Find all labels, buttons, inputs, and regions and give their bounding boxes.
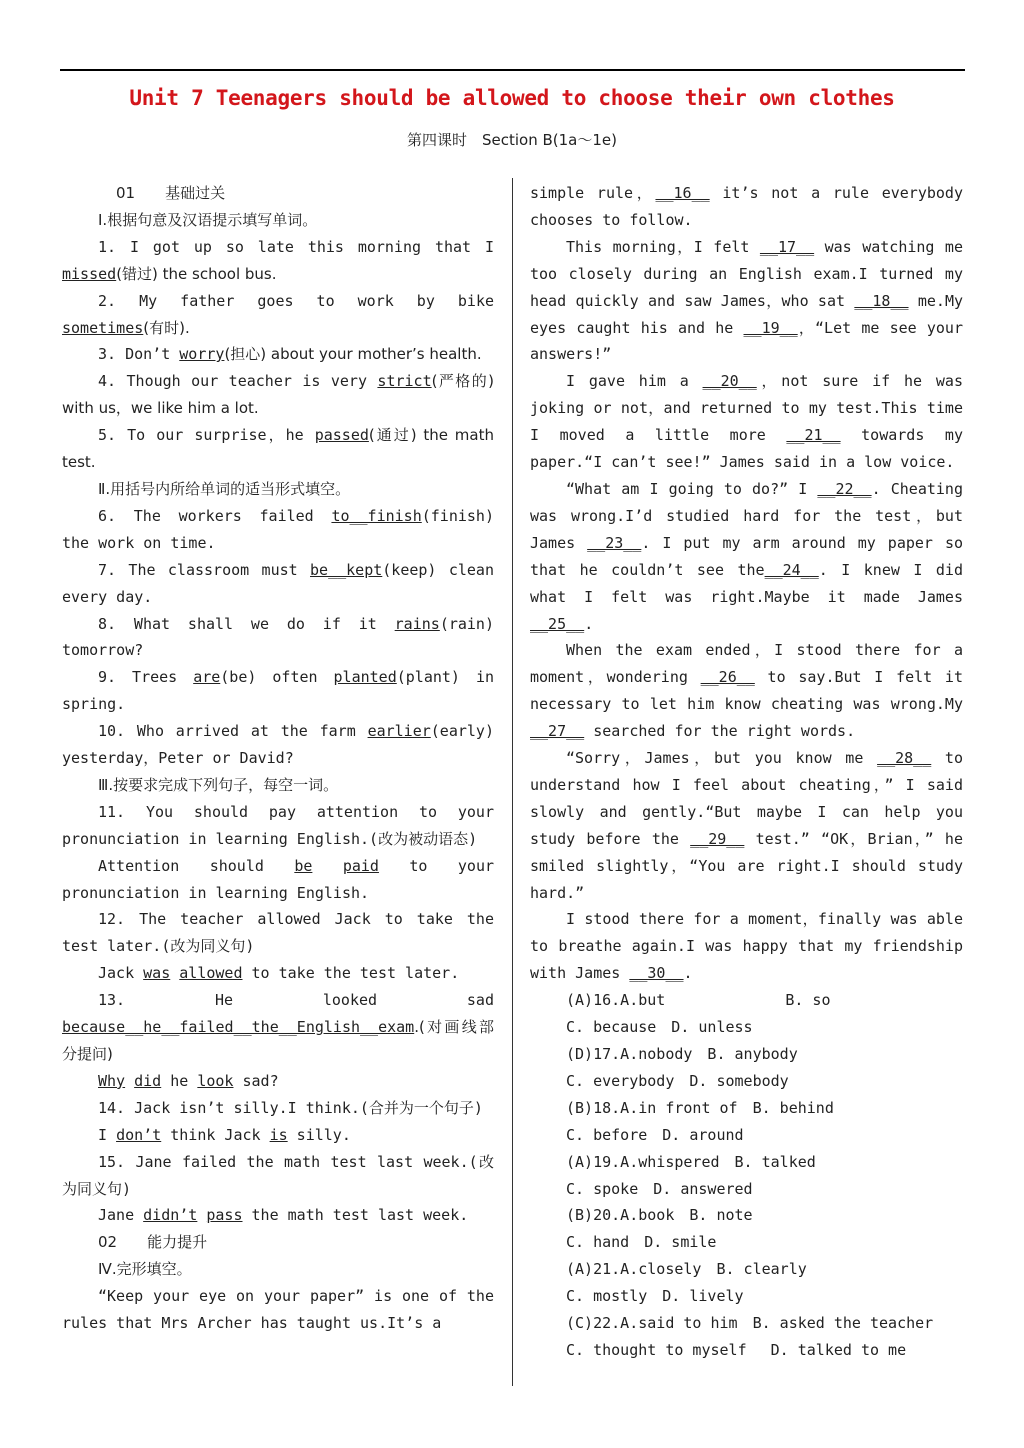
question-5: 5. To our surprise，he passed(通过) the math test. — [62, 426, 494, 472]
answer-9a: are — [193, 668, 221, 687]
cloze-paragraph-5: When the exam ended，I stood there for a moment，wondering __26__ to say.But I felt it necessary to let him know cheating was wrong.My __27__ searched for the right words. — [530, 641, 963, 741]
cloze-passage-start: “Keep your eye on your paper” is one of the rules that Mrs Archer has taught us.It’s a — [62, 1287, 494, 1333]
option-line: (B)18.A.in front of B. behind — [566, 1098, 834, 1117]
blank-20: __20__ — [702, 372, 757, 391]
question-3: 3. Don’t worry(担心) about your mother’s health. — [98, 345, 482, 364]
answer-15: Jane didn’t pass the math test last week. — [98, 1206, 469, 1225]
blank-29: __29__ — [690, 829, 745, 848]
column-divider — [512, 178, 513, 1386]
answer-11: Attention should be paid to your pronunciation in learning English. — [62, 856, 494, 902]
blank-17: __17__ — [759, 237, 815, 256]
answer-14: I don’t think Jack is silly. — [98, 1125, 351, 1144]
answer-2: sometimes — [62, 318, 144, 337]
answer-4: strict — [377, 372, 432, 391]
blank-25: __25__ — [530, 614, 585, 633]
question-12: 12. The teacher allowed Jack to take the test later.(改为同义句) — [62, 910, 494, 956]
option-line: (A)19.A.whispered B. talked — [566, 1152, 816, 1171]
blank-30: __30__ — [629, 964, 684, 983]
part-3-heading: Ⅲ.按要求完成下列句子，每空一词。 — [98, 775, 339, 794]
option-line: C. everybody D. somebody — [566, 1071, 789, 1090]
part-2-heading: Ⅱ.用括号内所给单词的适当形式填空。 — [98, 479, 351, 498]
option-line: C. because D. unless — [566, 1018, 753, 1037]
option-line: (C)22.A.said to him B. asked the teacher — [566, 1314, 934, 1333]
option-line: (A)16.A.but B. so — [566, 991, 831, 1010]
blank-24: __24__ — [764, 560, 819, 579]
part-1-heading: Ⅰ.根据句意及汉语提示填写单词。 — [98, 210, 318, 229]
option-line: C. hand D. smile — [566, 1233, 717, 1252]
question-11: 11. You should pay attention to your pronunciation in learning English.(改为被动语态) — [62, 802, 494, 848]
page-title: Unit 7 Teenagers should be allowed to choose their own clothes — [129, 86, 895, 110]
cloze-paragraph-2: This morning，I felt __17__ was watching me too closely during an English exam.I turned my head quickly and saw James，who sat __18__ me.My eyes caught his and he __19__，“Let me see your answers!” — [530, 237, 964, 364]
question-6: 6. The workers failed to__finish(finish) the work on time. — [62, 506, 494, 552]
question-1: 1. I got up so late this morning that I missed(错过) the school bus. — [62, 237, 494, 283]
question-2: 2. My father goes to work by bike sometimes(有时). — [62, 291, 494, 337]
section-01-heading: 01 基础过关 — [116, 184, 226, 202]
answer-9b: planted — [333, 668, 397, 687]
option-line: C. mostly D. lively — [566, 1287, 744, 1306]
blank-26: __26__ — [700, 668, 755, 687]
blank-22: __22__ — [817, 479, 872, 498]
blank-27: __27__ — [530, 722, 585, 741]
blank-19: __19__ — [743, 318, 798, 337]
blank-16: __16__ — [655, 184, 710, 202]
option-line: C. thought to myself D. talked to me — [566, 1340, 907, 1359]
answer-5: passed — [314, 426, 369, 445]
answer-7: be__kept — [310, 560, 383, 579]
blank-28: __28__ — [877, 749, 932, 768]
right-column — [530, 180, 963, 1364]
option-line: C. before D. around — [566, 1125, 744, 1144]
option-line: (B)20.A.book B. note — [566, 1206, 753, 1225]
answer-13: Why did he look sad? — [98, 1071, 279, 1090]
blank-18: __18__ — [854, 291, 909, 310]
option-line: C. spoke D. answered — [566, 1179, 753, 1198]
answer-6: to__finish — [331, 506, 422, 525]
blank-21: __21__ — [786, 426, 841, 445]
question-13: 13. He looked sad because__he__failed__the__English__exam.(对画线部分提问) — [62, 991, 494, 1063]
answer-3: worry — [179, 345, 225, 364]
top-rule — [60, 69, 965, 71]
cloze-paragraph-1: simple rule，__16__ it’s not a rule everybody chooses to follow. — [530, 184, 963, 229]
blank-23: __23__ — [587, 533, 642, 552]
question-14: 14. Jack isn’t silly.I think.(合并为一个句子) — [98, 1098, 483, 1117]
question-8: 8. What shall we do if it rains(rain) tomorrow? — [62, 614, 494, 660]
question-10: 10. Who arrived at the farm earlier(early) yesterday，Peter or David? — [62, 722, 494, 768]
section-02-heading: 02 能力提升 — [98, 1233, 208, 1252]
option-line: (D)17.A.nobody B. anybody — [566, 1045, 798, 1063]
cloze-paragraph-6: “Sorry，James，but you know me __28__ to understand how I feel about cheating，” I said slowly and gently.“But maybe I can help you study before the __29__ test.” “OK，Brian，” he smiled slightly，“You are right.I should study hard.” — [530, 749, 963, 902]
option-line: (A)21.A.closely B. clearly — [566, 1260, 807, 1279]
answer-10: earlier — [367, 722, 431, 741]
question-9: 9. Trees are(be) often planted(plant) in spring. — [62, 668, 495, 714]
left-column — [62, 180, 494, 1337]
cloze-paragraph-7: I stood there for a moment，finally was able to breathe again.I was happy that my friendship with James __30__. — [530, 910, 963, 983]
cloze-paragraph-4: “What am I going to do?” I __22__. Cheating was wrong.I’d studied hard for the test，but James __23__. I put my arm around my paper so that he couldn’t see the__24__. I knew I did what I felt was right.Maybe it made James __25__. — [530, 479, 964, 633]
answer-1: missed — [62, 264, 117, 283]
question-7: 7. The classroom must be__kept(keep) clean every day. — [62, 560, 494, 606]
answer-12: Jack was allowed to take the test later. — [98, 964, 460, 983]
page-subtitle: 第四课时 Section B(1a～1e) — [406, 131, 617, 149]
question-4: 4. Though our teacher is very strict(严格的) with us，we like him a lot. — [62, 372, 494, 418]
answer-8: rains — [394, 614, 440, 633]
part-4-heading: Ⅳ.完形填空。 — [98, 1260, 192, 1279]
question-15: 15. Jane failed the math test last week.(改为同义句) — [62, 1152, 494, 1198]
cloze-paragraph-3: I gave him a __20__，not sure if he was joking or not，and returned to my test.This time I moved a little more __21__ towards my paper.“I can’t see!” James said in a low voice. — [530, 372, 963, 472]
